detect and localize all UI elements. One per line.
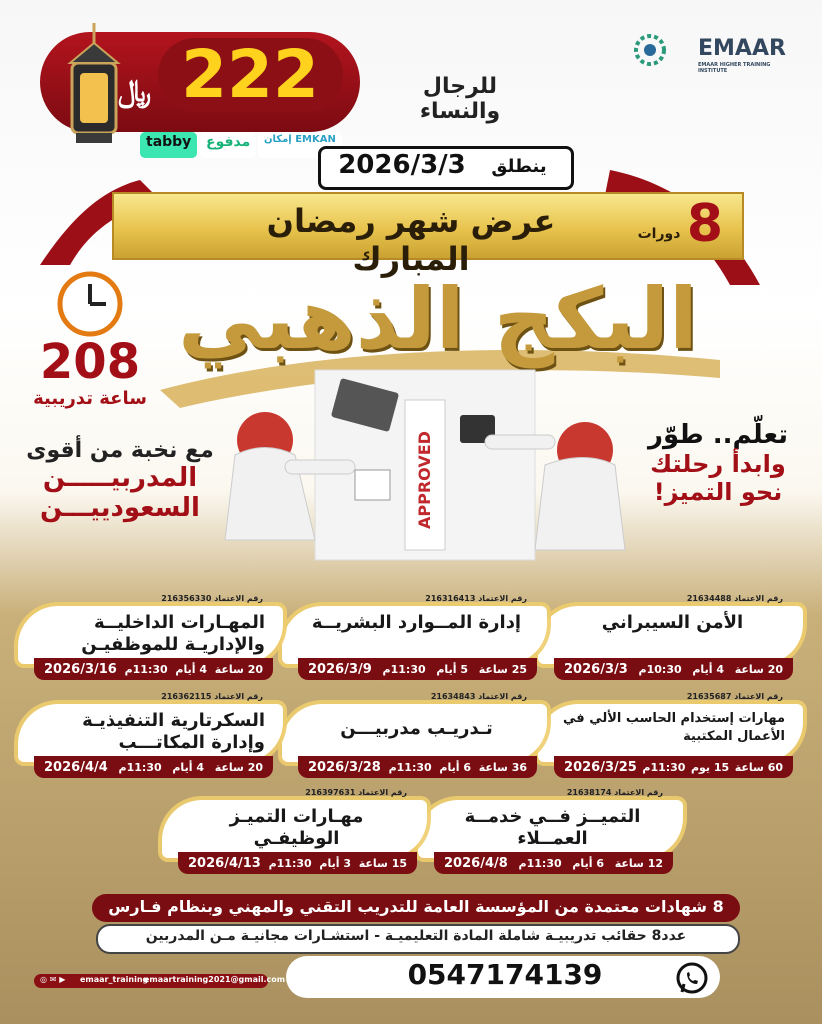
course-days: 4 أيام <box>175 662 207 676</box>
course-date: 2026/3/16 <box>44 661 117 677</box>
course-accreditation <box>488 788 663 797</box>
tvtc-logo-icon <box>630 30 670 70</box>
course-title: مهارات إستخدام الحاسب الألي في الأعمال المكتبية <box>563 711 785 744</box>
course-time: 11:30م <box>124 662 168 676</box>
course-time: 11:30م <box>642 760 686 774</box>
accreditation-label: رقم الاعتماد <box>478 594 527 603</box>
start-date: 2026/3/3 <box>338 150 466 180</box>
course-title: التميــز فــي خدمــة العمــلاء <box>464 806 641 849</box>
clock-icon <box>56 270 124 338</box>
brand-subtitle: EMAAR HIGHER TRAINING INSTITUTE <box>698 62 771 74</box>
brand-logo: EMAAR <box>698 36 786 61</box>
course-card <box>282 596 547 682</box>
accreditation-number: 21638174 <box>566 788 612 797</box>
hours-number: 208 <box>39 334 141 390</box>
accreditation-label: رقم الاعتماد <box>214 594 263 603</box>
course-card <box>18 596 283 682</box>
audience-text: للرجال والنساء <box>419 74 501 124</box>
whatsapp-icon[interactable] <box>674 960 710 996</box>
course-hours: 20 ساعة <box>214 662 263 676</box>
course-card <box>418 790 683 876</box>
course-date: 2026/3/25 <box>564 759 637 775</box>
lantern-icon <box>42 18 132 168</box>
course-card <box>538 596 803 682</box>
currency-symbol: ﷼ <box>118 74 152 109</box>
course-date: 2026/3/3 <box>564 661 628 677</box>
course-days: 4 أيام <box>172 760 204 774</box>
accreditation-label: رقم الاعتماد <box>614 788 663 797</box>
package-title: البكج الذهبي <box>178 270 698 368</box>
course-card <box>282 694 547 780</box>
course-time: 11:30م <box>268 856 312 870</box>
course-hours: 20 ساعة <box>214 760 263 774</box>
email-link[interactable]: emaartraining2021@gmail.com <box>144 975 286 984</box>
course-days: 5 أيام <box>436 662 468 676</box>
course-accreditation <box>352 594 527 603</box>
course-details <box>34 756 273 778</box>
learn-line-1: تعلّم.. طوّر <box>647 420 788 450</box>
extras-text: عدد8 حقائب تدريبيـة شاملة المادة التعليميـة - استشـارات مجانيـة مـن المدربين <box>145 928 687 944</box>
course-details <box>298 658 537 680</box>
accreditation-number: 21634843 <box>430 692 476 701</box>
course-details <box>434 852 673 874</box>
payment-tabby: tabby <box>140 132 197 158</box>
accreditation-label: رقم الاعتماد <box>214 692 263 701</box>
trainers-line-2: المدربيـــــن <box>42 463 198 493</box>
course-date: 2026/4/13 <box>188 855 261 871</box>
course-hours: 25 ساعة <box>478 662 527 676</box>
course-accreditation <box>88 692 263 701</box>
hours-label: ساعة تدريبية <box>33 388 147 409</box>
accreditation-label: رقم الاعتماد <box>734 692 783 701</box>
course-days: 15 يوم <box>690 760 730 774</box>
trainers-line-3: السعودييـــن <box>40 493 200 523</box>
course-hours: 20 ساعة <box>734 662 783 676</box>
course-title: مهـارات التميـز الوظيفـي <box>229 806 364 849</box>
course-hours: 60 ساعة <box>734 760 783 774</box>
course-title: الأمن السيبراني <box>601 612 744 633</box>
learn-line-2: وابدأ رحلتك <box>650 450 786 478</box>
course-time: 11:30م <box>388 760 432 774</box>
course-details <box>298 756 537 778</box>
course-hours: 12 ساعة <box>614 856 663 870</box>
course-accreditation <box>232 788 407 797</box>
accreditation-label: رقم الاعتماد <box>734 594 783 603</box>
social-handle[interactable]: emaar_training <box>80 975 149 984</box>
course-details <box>34 658 273 680</box>
trainers-line-1: مع نخبة من أقوى <box>26 438 214 463</box>
course-date: 2026/4/4 <box>44 759 108 775</box>
course-details <box>554 658 793 680</box>
course-accreditation <box>608 594 783 603</box>
offer-title: عرض شهر رمضان المبارك <box>266 202 556 278</box>
course-title: المهـارات الداخليــة والإداريـة للموظفيـن <box>81 612 265 655</box>
accreditation-number: 216316413 <box>425 594 476 603</box>
trainers-text <box>20 438 220 523</box>
course-date: 2026/3/9 <box>308 661 372 677</box>
course-accreditation <box>608 692 783 701</box>
meeting-illustration <box>205 360 635 570</box>
course-days: 3 أيام <box>319 856 351 870</box>
course-hours: 15 ساعة <box>358 856 407 870</box>
course-accreditation <box>88 594 263 603</box>
course-accreditation <box>352 692 527 701</box>
course-hours: 36 ساعة <box>478 760 527 774</box>
start-label: ينطلق <box>491 156 547 177</box>
course-days: 4 أيام <box>692 662 724 676</box>
course-details <box>554 756 793 778</box>
accreditation-label: رقم الاعتماد <box>478 692 527 701</box>
course-title: تـدريـب مدربيـــن <box>340 718 493 739</box>
course-time: 11:30م <box>382 662 426 676</box>
payment-emkan: إمكان EMKAN <box>258 132 342 158</box>
course-title: إدارة المــوارد البشريــة <box>311 612 522 633</box>
offer-count: 8 <box>686 194 724 254</box>
accreditation-number: 21635687 <box>686 692 732 701</box>
course-details <box>178 852 417 874</box>
learn-line-3: نحو التميز! <box>653 478 783 506</box>
phone-number[interactable]: 0547174139 <box>407 958 603 991</box>
course-time: 11:30م <box>118 760 162 774</box>
course-time: 10:30م <box>638 662 682 676</box>
course-card <box>538 694 803 780</box>
payment-madfoo: مدفوع <box>200 132 256 158</box>
course-date: 2026/4/8 <box>444 855 508 871</box>
accreditation-number: 21634488 <box>686 594 732 603</box>
price-value: 222 <box>181 36 319 113</box>
accreditation-number: 216362115 <box>161 692 212 701</box>
offer-unit: دورات <box>637 226 681 242</box>
accreditation-label: رقم الاعتماد <box>358 788 407 797</box>
certificates-text: 8 شهادات معتمدة من المؤسسة العامة للتدريب التقني والمهني وبنظام فـارس <box>108 897 724 916</box>
accreditation-number: 216397631 <box>305 788 356 797</box>
course-card <box>162 790 427 876</box>
course-card <box>18 694 283 780</box>
course-days: 6 أيام <box>572 856 604 870</box>
course-date: 2026/3/28 <box>308 759 381 775</box>
course-title: السكرتارية التنفيذيـة وإدارة المكاتـــب <box>82 710 265 753</box>
social-icons: ◎ ✉ ▶ <box>40 975 66 984</box>
approved-stamp: APPROVED <box>415 431 434 529</box>
course-days: 6 أيام <box>439 760 471 774</box>
course-time: 11:30م <box>518 856 562 870</box>
accreditation-number: 216356330 <box>161 594 212 603</box>
learn-text <box>628 420 808 506</box>
